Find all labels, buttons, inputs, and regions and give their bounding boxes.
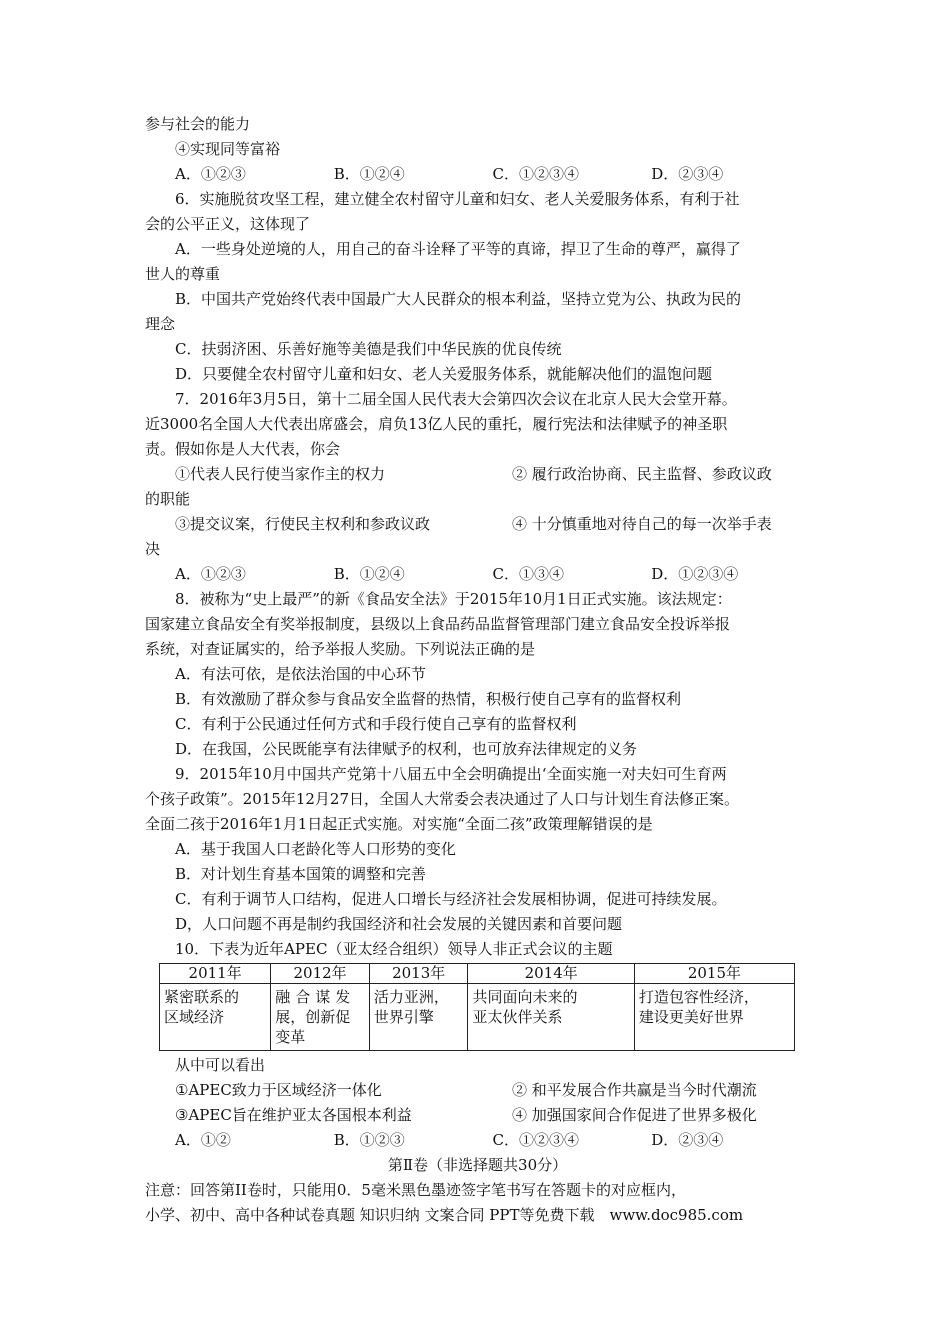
apec-theme-table <box>159 963 795 1051</box>
q5-answer-options <box>145 162 810 187</box>
table-cell <box>271 984 370 1051</box>
q10-item-4: ④ 加强国家间合作促进了世界多极化 <box>512 1106 757 1124</box>
q6-option-c: C．扶弱济困、乐善好施等美德是我们中华民族的优良传统 <box>175 340 562 358</box>
q6-option-a: A．一些身处逆境的人，用自己的奋斗诠释了平等的真谛，捍卫了生命的尊严，赢得了 <box>175 240 741 258</box>
exam-page <box>145 112 810 1228</box>
table-header: 2011年 <box>160 964 271 984</box>
table-cell <box>468 984 634 1051</box>
option-a: A．①②③ <box>175 165 246 183</box>
part-two-title: 第Ⅱ卷（非选择题共30分） <box>387 1156 568 1174</box>
q7-item-3: ③提交议案，行使民主权利和参政议政 <box>175 515 431 533</box>
part-two-note: 注意：回答第II卷时，只能用0．5毫米黑色墨迹签字笔书写在答题卡的对应框内， <box>145 1181 686 1199</box>
q7-stem: 7．2016年3月5日，第十二届全国人民代表大会第四次会议在北京人民大会堂开幕。 <box>175 390 737 408</box>
cell-line: 融合谋发 <box>275 988 356 1006</box>
q10-item-2: ② 和平发展合作共赢是当今时代潮流 <box>512 1081 757 1099</box>
table-cell <box>369 984 468 1051</box>
table-cell <box>634 984 794 1051</box>
cell-line: 亚太伙伴关系 <box>472 1008 563 1026</box>
q7-item-2-cont: 的职能 <box>145 490 191 508</box>
option-d: D．②③④ <box>651 1131 724 1149</box>
q7-answer-options <box>145 562 810 587</box>
option-item: ④实现同等富裕 <box>175 140 281 158</box>
option-c: C．①③④ <box>492 565 564 583</box>
q8-option-a: A．有法可依，是依法治国的中心环节 <box>175 665 426 683</box>
q9-option-a: A．基于我国人口老龄化等人口形势的变化 <box>175 840 456 858</box>
q6-stem: 6．实施脱贫攻坚工程，建立健全农村留守儿童和妇女、老人关爱服务体系，有利于社 <box>175 190 740 208</box>
q8-option-c: C．有利于公民通过任何方式和手段行使自己享有的监督权利 <box>175 715 577 733</box>
q7-items-row <box>145 512 810 537</box>
footer-watermark: 小学、初中、高中各种试卷真题 知识归纳 文案合同 PPT等免费下载 www.doc985.com <box>145 1206 744 1224</box>
q10-items-row <box>145 1103 810 1128</box>
q9-stem-cont: 个孩子政策”。2015年12月27日，全国人大常委会表决通过了人口与计划生育法修正案。 <box>145 790 740 808</box>
option-b: B．①②④ <box>333 165 405 183</box>
q9-option-c: C．有利于调节人口结构，促进人口增长与经济社会发展相协调，促进可持续发展。 <box>175 890 727 908</box>
q10-answer-options <box>145 1128 810 1153</box>
q10-item-1: ①APEC致力于区域经济一体化 <box>175 1081 382 1099</box>
q6-option-b: B．中国共产党始终代表中国最广大人民群众的根本利益，坚持立党为公、执政为民的 <box>175 290 742 308</box>
q9-option-d: D，人口问题不再是制约我国经济和社会发展的关键因素和首要问题 <box>175 915 623 933</box>
q10-lead: 从中可以看出 <box>175 1056 266 1074</box>
q7-item-1: ①代表人民行使当家作主的权力 <box>175 465 386 483</box>
cell-line: 世界引擎 <box>373 1008 434 1026</box>
cell-line: 打造包容性经济， <box>638 988 759 1006</box>
q8-option-d: D．在我国，公民既能享有法律赋予的权利，也可放弃法律规定的义务 <box>175 740 638 758</box>
cell-line: 活力亚洲， <box>373 988 449 1006</box>
table-header: 2015年 <box>634 964 794 984</box>
option-b: B．①②④ <box>333 565 405 583</box>
q8-stem: 8．被称为“史上最严”的新《食品安全法》于2015年10月1日正式实施。该法规定： <box>175 590 732 608</box>
q6-option-d: D．只要健全农村留守儿童和妇女、老人关爱服务体系，就能解决他们的温饱问题 <box>175 365 713 383</box>
option-b: B．①②③ <box>333 1131 405 1149</box>
option-c: C．①②③④ <box>492 165 579 183</box>
q7-stem-cont: 近3000名全国人大代表出席盛会，肩负13亿人民的重托，履行宪法和法律赋予的神圣职 <box>145 415 728 433</box>
option-a: A．①② <box>175 1131 231 1149</box>
cell-line: 建设更美好世界 <box>638 1008 744 1026</box>
q9-stem-cont: 全面二孩于2016年1月1日起正式实施。对实施“全面二孩”政策理解错误的是 <box>145 815 653 833</box>
q10-item-3: ③APEC旨在维护亚太各国根本利益 <box>175 1106 412 1124</box>
cell-line: 展，创新促 <box>275 1008 351 1026</box>
table-header: 2013年 <box>369 964 468 984</box>
q10-items-row <box>145 1078 810 1103</box>
cell-line: 区域经济 <box>164 1008 225 1026</box>
q7-items-row <box>145 462 810 487</box>
q9-stem: 9．2015年10月中国共产党第十八届五中全会明确提出‘全面实施一对夫妇可生育两 <box>175 765 727 783</box>
q10-stem: 10．下表为近年APEC（亚太经合组织）领导人非正式会议的主题 <box>175 940 613 958</box>
option-a: A．①②③ <box>175 565 246 583</box>
table-header: 2014年 <box>468 964 634 984</box>
q7-item-4: ④ 十分慎重地对待自己的每一次举手表 <box>512 515 772 533</box>
cell-line: 共同面向未来的 <box>472 988 578 1006</box>
option-d: D．②③④ <box>651 165 724 183</box>
table-header: 2012年 <box>271 964 370 984</box>
q6-stem-cont: 会的公平正义，这体现了 <box>145 215 311 233</box>
option-d: D．①②③④ <box>651 565 739 583</box>
q6-option-b-cont: 理念 <box>145 315 176 333</box>
q7-item-2: ② 履行政治协商、民主监督、参政议政 <box>512 465 772 483</box>
q8-stem-cont: 国家建立食品安全有奖举报制度，县级以上食品药品监督管理部门建立食品安全投诉举报 <box>145 615 731 633</box>
q6-option-a-cont: 世人的尊重 <box>145 265 221 283</box>
cell-line: 紧密联系的 <box>164 988 240 1006</box>
option-c: C．①②③④ <box>492 1131 579 1149</box>
q7-stem-cont: 责。假如你是人大代表，你会 <box>145 440 341 458</box>
q7-item-4-cont: 决 <box>145 540 161 558</box>
table-cell <box>160 984 271 1051</box>
q8-option-b: B．有效激励了群众参与食品安全监督的热情，积极行使自己享有的监督权利 <box>175 690 682 708</box>
table-row <box>160 984 795 1051</box>
text-line: 参与社会的能力 <box>145 115 251 133</box>
q9-option-b: B．对计划生育基本国策的调整和完善 <box>175 865 427 883</box>
cell-line: 变革 <box>275 1028 306 1046</box>
table-header-row <box>160 964 795 984</box>
q8-stem-cont: 系统，对查证属实的，给予举报人奖励。下列说法正确的是 <box>145 640 536 658</box>
